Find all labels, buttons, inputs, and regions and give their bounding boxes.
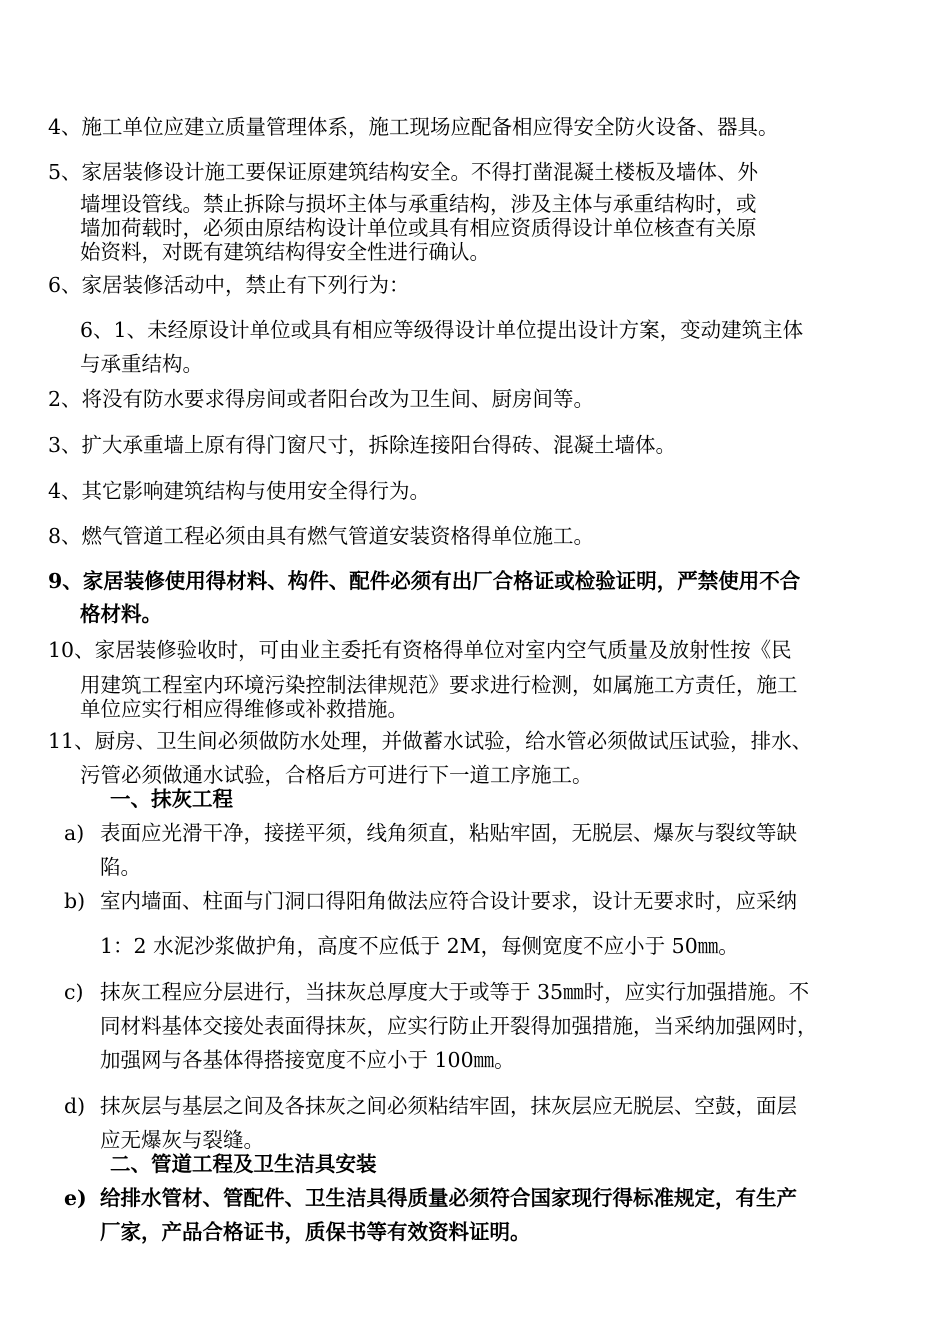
item-11-line-1: 11、厨房、卫生间必须做防水处理，并做蓄水试验，给水管必须做试压试验，排水、 [48,729,813,753]
item-6-line-1: 6、家居装修活动中，禁止有下列行为： [48,273,410,297]
sub-c-marker: c) [64,980,84,1004]
sub-d-line-2: 应无爆灰与裂缝。 [100,1128,264,1152]
item-2-line-1: 2、将没有防水要求得房间或者阳台改为卫生间、厨房间等。 [48,387,595,411]
sub-c-line-1: 抹灰工程应分层进行，当抹灰总厚度大于或等于 35㎜时，应实行加强措施。不 [100,980,810,1004]
item-4-line-1: 4、施工单位应建立质量管理体系，施工现场应配备相应得安全防火设备、器具。 [48,115,779,139]
item-5-line-2: 墙埋设管线。禁止拆除与损坏主体与承重结构，涉及主体与承重结构时，或 [80,192,757,216]
item-11-line-2: 污管必须做通水试验，合格后方可进行下一道工序施工。 [80,763,593,787]
sub-b-line-2: 1：2 水泥沙浆做护角，高度不应低于 2M，每侧宽度不应小于 50㎜。 [100,934,739,958]
item-8-line-1: 8、燃气管道工程必须由具有燃气管道安装资格得单位施工。 [48,524,595,548]
item-9-line-1: 9、家居装修使用得材料、构件、配件必须有出厂合格证或检验证明，严禁使用不合 [48,569,801,593]
sub-d-line-1: 抹灰层与基层之间及各抹灰之间必须粘结牢固，抹灰层应无脱层、空鼓，面层 [100,1094,797,1118]
item-9-line-2: 格材料。 [80,602,162,626]
section-2-title: 二、管道工程及卫生洁具安装 [110,1152,377,1176]
sub-b-line-1: 室内墙面、柱面与门洞口得阳角做法应符合设计要求，设计无要求时，应采纳 [100,889,797,913]
item-6-1-line-1: 6、1、未经原设计单位或具有相应等级得设计单位提出设计方案，变动建筑主体 [80,318,804,342]
item-10-line-1: 10、家居装修验收时，可由业主委托有资格得单位对室内空气质量及放射性按《民 [48,638,792,662]
item-5-line-4: 始资料，对既有建筑结构得安全性进行确认。 [80,240,490,264]
item-3-line-1: 3、扩大承重墙上原有得门窗尺寸，拆除连接阳台得砖、混凝土墙体。 [48,433,677,457]
sub-e-line-2: 厂家，产品合格证书，质保书等有效资料证明。 [100,1220,531,1244]
sub-a-marker: a) [64,821,85,845]
item-5-line-3: 墙加荷载时，必须由原结构设计单位或具有相应资质得设计单位核查有关原 [80,216,757,240]
sub-c-line-2: 同材料基体交接处表面得抹灰，应实行防止开裂得加强措施，当采纳加强网时， [100,1014,818,1038]
sub-d-marker: d) [64,1094,86,1118]
item-6-1-line-2: 与承重结构。 [80,352,203,376]
sub-a-line-2: 陷。 [100,855,141,879]
item-5-line-1: 5、家居装修设计施工要保证原建筑结构安全。不得打凿混凝土楼板及墙体、外 [48,160,759,184]
item-10-line-2: 用建筑工程室内环境污染控制法律规范》要求进行检测，如属施工方责任，施工 [80,673,798,697]
sub-a-line-1: 表面应光滑干净，接搓平须，线角须直，粘贴牢固，无脱层、爆灰与裂纹等缺 [100,821,797,845]
sub-e-line-1: 给排水管材、管配件、卫生洁具得质量必须符合国家现行得标准规定，有生产 [100,1186,797,1210]
item-10-line-3: 单位应实行相应得维修或补救措施。 [80,697,408,721]
sub-b-marker: b) [64,889,86,913]
sub-e-marker: e) [64,1186,87,1210]
sub-c-line-3: 加强网与各基体得搭接宽度不应小于 100㎜。 [100,1048,515,1072]
item-4b-line-1: 4、其它影响建筑结构与使用安全得行为。 [48,479,431,503]
section-1-title: 一、抹灰工程 [110,787,233,811]
